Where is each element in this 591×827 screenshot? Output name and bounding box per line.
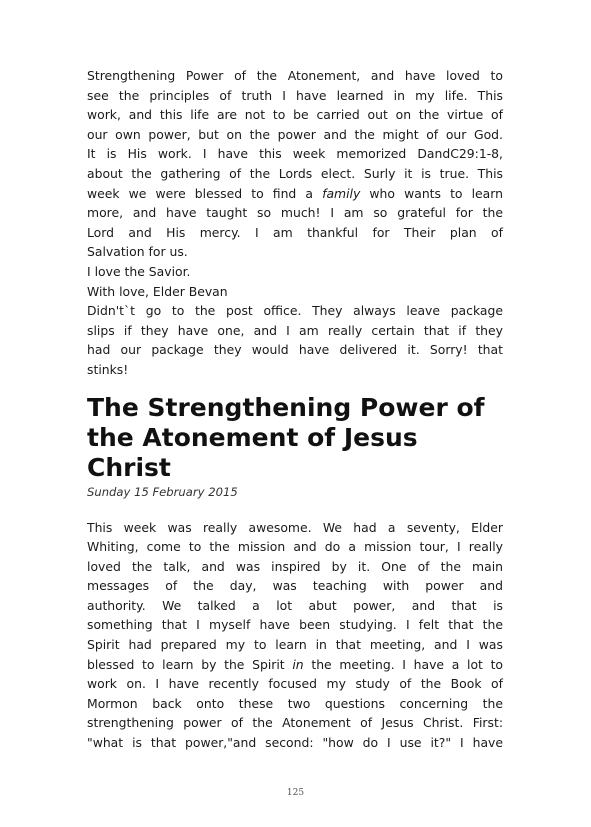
text-run: who wants to learn [360, 185, 503, 201]
paragraph-line: Lord and His mercy. I am thankful for Their plan of [87, 224, 503, 240]
title-line: the Atonement of Jesus [87, 422, 418, 452]
post-body [87, 518, 503, 753]
paragraph-line: Spirit had prepared my to learn in that meeting, and I was [87, 637, 503, 653]
page-number: 125 [286, 788, 305, 798]
title-line: Christ [87, 452, 171, 482]
paragraph-line: authority. We talked a lot abut power, and that is [87, 597, 503, 613]
signature-line: With love, Elder Bevan [87, 283, 228, 299]
post-title [87, 393, 503, 483]
page-content [87, 66, 503, 753]
paragraph-line: about the gathering of the Lords elect. Surly it is true. This [87, 165, 503, 181]
text-run: blessed to learn by the Spirit [87, 656, 293, 672]
paragraph-line: "what is that power,"and second: "how do I use it?" I have [87, 735, 503, 751]
paragraph-line: Didn't`t go to the post office. They always leave package [87, 303, 503, 319]
paragraph-line: strengthening power of the Atonement of Jesus Christ. First: [87, 715, 503, 731]
paragraph-line: more, and have taught so much! I am so grateful for the [87, 205, 503, 221]
paragraph-line: had our package they would have delivered it. Sorry! that [87, 342, 503, 358]
paragraph-line: It is His work. I have this week memorized DandC29:1-8, [87, 146, 503, 162]
sign-off-line: I love the Savior. [87, 263, 191, 279]
paragraph-line: Salvation for us. [87, 244, 188, 260]
post-continuation [87, 66, 503, 380]
text-run: week we were blessed to find a [87, 185, 323, 201]
paragraph-line: something that I myself have been studying. I felt that the [87, 617, 503, 633]
paragraph-line [87, 184, 503, 204]
italic-text: family [322, 185, 361, 201]
paragraph-line: messages of the day, was teaching with power and [87, 578, 503, 594]
paragraph-line: see the principles of truth I have learned in my life. This [87, 87, 503, 103]
paragraph-line: work, and this life are not to be carried out on the virtue of [87, 107, 503, 123]
title-line: The Strengthening Power of [87, 392, 485, 422]
paragraph-line: slips if they have one, and I am really certain that if they [87, 322, 503, 338]
paragraph-line: stinks! [87, 361, 129, 377]
paragraph-line: our own power, but on the power and the might of our God. [87, 126, 503, 142]
paragraph-line [87, 655, 503, 675]
text-run: the meeting. I have a lot to [303, 656, 504, 672]
paragraph-line: Mormon back onto these two questions concerning the [87, 695, 503, 711]
post-date: Sunday 15 February 2015 [87, 484, 238, 499]
italic-text: in [292, 656, 304, 672]
paragraph-line: Whiting, come to the mission and do a mission tour, I really [87, 539, 503, 555]
paragraph-line: loved the talk, and was inspired by it. One of the main [87, 558, 503, 574]
paragraph-line: This week was really awesome. We had a seventy, Elder [87, 519, 503, 535]
paragraph-line: Strengthening Power of the Atonement, and have loved to [87, 68, 503, 83]
paragraph-line: work on. I have recently focused my study of the Book of [87, 676, 503, 692]
